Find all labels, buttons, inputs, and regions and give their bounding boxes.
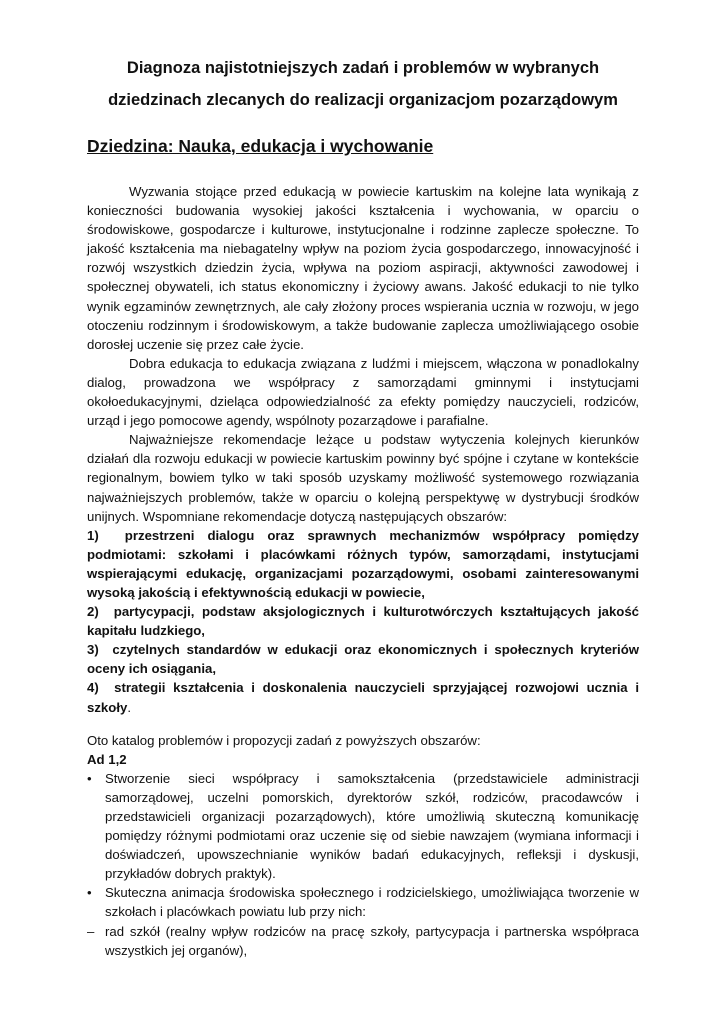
document-body <box>87 182 639 960</box>
section-heading: Dziedzina: Nauka, edukacja i wychowanie <box>87 136 434 156</box>
area-text: czytelnych standardów w edukacji oraz ekonomicznych i społecznych kryteriów oceny ich osiągania, <box>87 642 640 677</box>
areas-list <box>87 526 639 717</box>
ad-heading: Ad 1,2 <box>87 751 127 767</box>
bullet-text: rad szkół (realny wpływ rodziców na pracę szkoły, partycypacja i partnerska współpraca wszystkich jej organów), <box>105 923 639 958</box>
paragraph-1: Wyzwania stojące przed edukacją w powiecie kartuskim na kolejne lata wynikają z konieczności budowania wysokiej jakości kształcenia i wychowania, w oparciu o środowiskowe, gospodarcze i kulturowe, instytucjonalne i rodzinne zaplecze społeczne. To jakość kształcenia ma niebagatelny wpływ na poziom życia gospodarczego, innowacyjność i rozwój wszystkich dziedzin życia, wpływa na poziom aspiracji, aktywności zawodowej i społecznej obywateli, ich status ekonomiczny i życiowy awans. Jakość edukacji to nie tylko wynik egzaminów zewnętrznych, ale cały złożony proces wspierania ucznia w rozwoju, w jego otoczeniu rodzinnym i środowiskowym, a także budowanie zaplecza umożliwiającego osobie dorosłej uczenie się przez całe życie. <box>87 184 639 352</box>
document-title-line-2: dziedzinach zlecanych do realizacji organizacjom pozarządowym <box>108 91 618 109</box>
area-text: partycypacji, podstaw aksjologicznych i kulturotwórczych kształtujących jakość kapitału ludzkiego, <box>87 604 639 639</box>
bullet-item-3 <box>87 922 639 960</box>
document-title-line-1: Diagnoza najistotniejszych zadań i problemów w wybranych <box>126 59 600 77</box>
area-item-2 <box>87 602 639 640</box>
bullet-text: Stworzenie sieci współpracy i samokształcenia (przedstawiciele administracji samorządowej, uczelni pomorskich, dyrektorów szkół, rodziców, pracodawców i przedstawicieli organizacji pozarządowych), które umożliwią skuteczną komunikację pomiędzy różnymi podmiotami oraz uczenie się od siebie nawzajem (wymiana informacji i doświadczeń, upowszechnianie wyników badań edukacyjnych, refleksji i dyskusji, przykładów dobrych praktyk). <box>105 770 639 882</box>
bullet-text: Skuteczna animacja środowiska społecznego i rodzicielskiego, umożliwiająca tworzenie w szkołach i placówkach powiatu lub przy nich: <box>105 885 639 920</box>
bullet-item-2 <box>87 883 639 921</box>
area-number: 2) <box>87 604 99 620</box>
area-item-3 <box>87 640 639 678</box>
area-item-4 <box>87 678 639 716</box>
bullet-list <box>87 769 639 960</box>
paragraph-3: Najważniejsze rekomendacje leżące u podstaw wytyczenia kolejnych kierunków działań dla rozwoju edukacji w powiecie kartuskim powinny być spójne i czytane w kontekście regionalnym, bowiem tylko w taki sposób uzyskamy możliwość systemowego rozwiązania najważniejszych problemów, także w oparciu o kolejną perspektywę w dystrybucji środków unijnych. Wspomniane rekomendacje dotyczą następujących obszarów: <box>87 432 639 524</box>
bullet-item-1 <box>87 769 639 884</box>
area-text: strategii kształcenia i doskonalenia nauczycieli sprzyjającej rozwojowi ucznia i szkoły <box>87 680 640 715</box>
area-number: 1) <box>87 527 99 543</box>
area-number: 4) <box>87 680 99 696</box>
bullet-icon: • <box>87 885 92 901</box>
spacer <box>87 717 639 731</box>
dash-icon: – <box>87 923 95 939</box>
bullet-icon: • <box>87 770 92 786</box>
area-text: przestrzeni dialogu oraz sprawnych mechanizmów współpracy pomiędzy podmiotami: szkołami i placówkami różnych typów, samorządami, instytucjami wspierającymi edukację, organizacjami pozarządowymi, osobami zainteresowanymi wysoką jakością i efektywnością edukacji w powiecie, <box>87 527 639 600</box>
catalog-intro: Oto katalog problemów i propozycji zadań z powyższych obszarów: <box>87 732 481 748</box>
paragraph-2: Dobra edukacja to edukacja związana z ludźmi i miejscem, włączona w ponadlokalny dialog, prowadzona we współpracy z samorządami gminnymi i instytucjami okołoedukacyjnymi, dzieląca odpowiedzialność za efekty pomiędzy nauczycieli, rodziców, urząd i jego pomocowe agendy, wspólnoty pozarządowe i parafialne. <box>87 355 639 429</box>
area-item-1 <box>87 526 639 602</box>
area-number: 3) <box>87 642 99 658</box>
area-suffix: . <box>127 699 131 715</box>
